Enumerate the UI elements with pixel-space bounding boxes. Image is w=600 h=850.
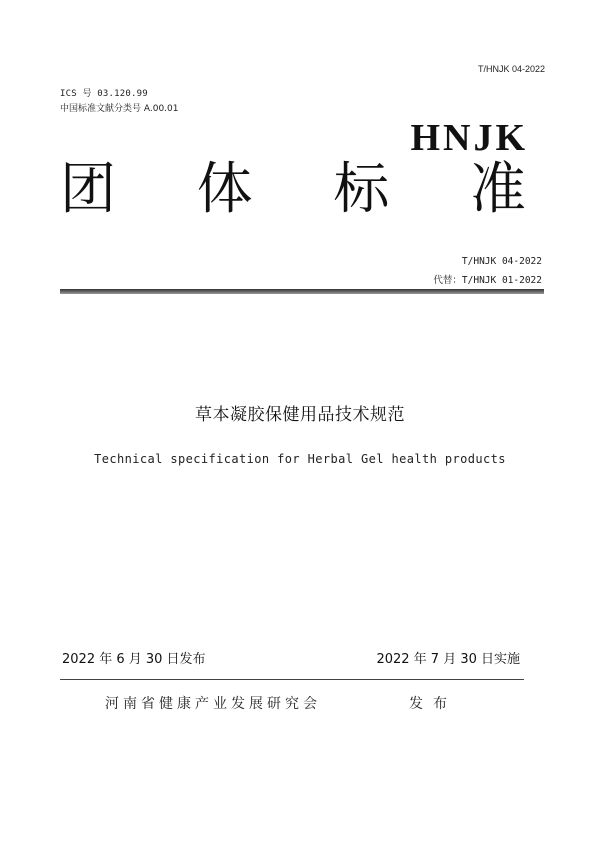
- ics-number: ICS 号 03.120.99: [60, 89, 148, 99]
- document-title-cn: 草本凝胶保健用品技术规范: [195, 405, 405, 425]
- publish-date: 2022 年 6 月 30 日发布: [62, 652, 206, 667]
- issued-label: 发布: [409, 696, 457, 712]
- brand-logo-text: HNJK: [410, 117, 528, 159]
- title-char-3: 标: [333, 157, 390, 222]
- header-divider: [60, 289, 544, 294]
- issuer-name: 河南省健康产业发展研究会: [105, 696, 321, 712]
- ccs-number: 中国标准文献分类号 A.00.01: [60, 104, 179, 114]
- group-standard-title: [60, 157, 526, 222]
- footer-divider: [60, 679, 524, 680]
- standard-number: T/HNJK 04-2022: [461, 256, 542, 267]
- implement-date: 2022 年 7 月 30 日实施: [376, 652, 520, 667]
- top-standard-code: T/HNJK 04-2022: [477, 64, 545, 74]
- title-char-4: 准: [469, 157, 526, 222]
- document-title-en: Technical specification for Herbal Gel health products: [94, 452, 506, 466]
- replaces-standard: 代替：T/HNJK 01-2022: [433, 275, 542, 286]
- title-char-2: 体: [196, 157, 253, 222]
- title-char-1: 团: [60, 157, 116, 222]
